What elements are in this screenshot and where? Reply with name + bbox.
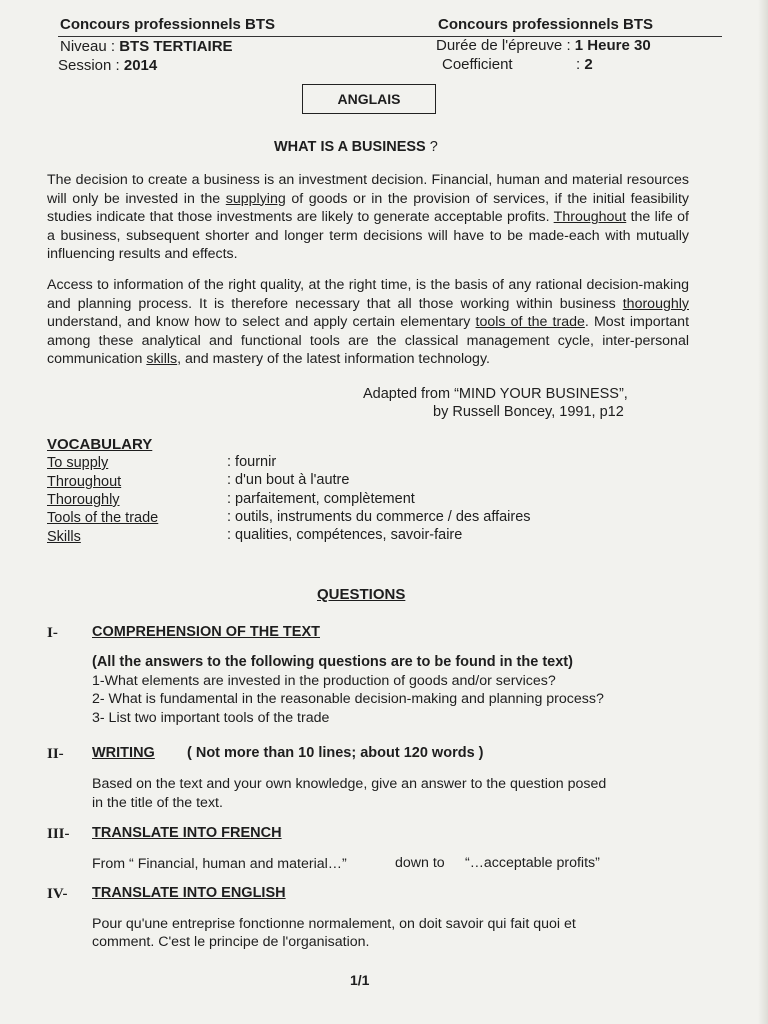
- title-text: WHAT IS A BUSINESS: [274, 139, 426, 155]
- question-2: 2- What is fundamental in the reasonable decision-making and planning process?: [92, 691, 604, 707]
- header-right-title: Concours professionnels BTS: [438, 16, 654, 33]
- question-3: 3- List two important tools of the trade: [92, 710, 330, 726]
- page-number: 1/1: [350, 972, 370, 988]
- source-line-2: by Russell Boncey, 1991, p12: [433, 404, 624, 420]
- niveau-label: Niveau :: [60, 38, 120, 55]
- underlined-thoroughly: thoroughly: [622, 295, 689, 312]
- section-4-text-line-2: comment. C'est le principe de l'organisation.: [92, 934, 370, 950]
- paragraph-1-text-b: of goods or in the provision of services, if the initial feasibility studies indicate that those investments are likely to generate acceptable profits.: [47, 190, 689, 226]
- paragraph-1-text-c: the life of a business, subsequent shorter and longer term decisions will have to be made-each with mutually influencing results and effects.: [47, 209, 689, 263]
- section-2-title: WRITING: [92, 745, 155, 761]
- section-2-note: ( Not more than 10 lines; about 120 words ): [187, 745, 484, 761]
- section-4-text-line-1: Pour qu'une entreprise fonctionne normalement, on doit savoir qui fait quoi et: [92, 916, 576, 932]
- section-3-to: “…acceptable profits”: [465, 855, 600, 871]
- coef-line: [576, 56, 593, 73]
- section-3-title: TRANSLATE INTO FRENCH: [92, 825, 282, 841]
- session-value: 2014: [123, 57, 158, 74]
- paragraph-2-text-d: , and mastery of the latest information technology.: [177, 351, 490, 368]
- questions-heading: QUESTIONS: [317, 586, 406, 603]
- header-left-title: Concours professionnels BTS: [60, 16, 276, 33]
- scan-edge-shadow: [758, 0, 768, 1024]
- duree-label: Durée de l'épreuve :: [436, 37, 575, 54]
- underlined-throughout: Throughout: [553, 209, 627, 226]
- underlined-supplying: supplying: [225, 190, 286, 207]
- subject-box: ANGLAIS: [302, 84, 436, 114]
- session-label: Session :: [58, 57, 124, 74]
- source-line-1: Adapted from “MIND YOUR BUSINESS”,: [363, 386, 628, 402]
- section-3-number: III-: [47, 826, 70, 842]
- section-3-down-to: down to: [395, 855, 445, 871]
- vocab-definition: : qualities, compétences, savoir-faire: [227, 527, 463, 543]
- section-1-note: (All the answers to the following questions are to be found in the text): [92, 654, 573, 670]
- niveau-line: [60, 38, 233, 55]
- section-2-instruction-line-2: in the title of the text.: [92, 795, 223, 811]
- coef-colon: :: [576, 56, 585, 73]
- paragraph-2-text-b: understand, and know how to select and apply certain elementary: [47, 314, 476, 331]
- text-title: [274, 139, 438, 155]
- vocab-term: To supply: [47, 455, 109, 471]
- vocab-definition: : outils, instruments du commerce / des affaires: [227, 509, 531, 525]
- vocab-term: Throughout: [47, 474, 122, 490]
- section-4-number: IV-: [47, 886, 68, 902]
- paragraph-2: [47, 276, 689, 369]
- niveau-value: BTS TERTIAIRE: [119, 38, 233, 55]
- duree-value: 1 Heure 30: [574, 37, 651, 54]
- paragraph-2-text-c: . Most important among these analytical and functional tools are the classical management cycle, inter-personal communication: [47, 314, 690, 368]
- vocab-definition: : fournir: [227, 454, 277, 470]
- vocabulary-heading: VOCABULARY: [47, 436, 153, 453]
- coef-value: 2: [584, 56, 593, 73]
- vocab-term: Skills: [47, 529, 81, 545]
- section-3-from: From “ Financial, human and material…”: [92, 856, 347, 872]
- paragraph-2-text-a: Access to information of the right quality, at the right time, is the basis of any rational decision-making and planning process. It is therefore necessary that all those working within business: [47, 277, 689, 312]
- underlined-skills: skills: [146, 351, 178, 368]
- vocab-definition: : parfaitement, complètement: [227, 491, 415, 507]
- underlined-tools-of-the-trade: tools of the trade: [475, 314, 585, 331]
- section-1-title: COMPREHENSION OF THE TEXT: [92, 624, 320, 640]
- paragraph-1-text-a: The decision to create a business is an investment decision. Financial, human and material resources will only be invested in the: [47, 172, 689, 207]
- vocab-definition: : d'un bout à l'autre: [227, 472, 350, 488]
- title-question-mark: ?: [425, 139, 438, 155]
- section-1-number: I-: [47, 625, 58, 641]
- vocab-term: Thoroughly: [47, 492, 120, 508]
- vocab-term: Tools of the trade: [47, 510, 159, 526]
- paragraph-1: [47, 171, 689, 264]
- coef-label: Coefficient: [442, 56, 513, 73]
- question-1: 1-What elements are invested in the production of goods and/or services?: [92, 673, 556, 689]
- section-2-instruction-line-1: Based on the text and your own knowledge, give an answer to the question posed: [92, 776, 607, 792]
- section-4-title: TRANSLATE INTO ENGLISH: [92, 885, 286, 901]
- session-line: [58, 57, 157, 74]
- section-2-number: II-: [47, 746, 64, 762]
- duree-line: [436, 37, 651, 54]
